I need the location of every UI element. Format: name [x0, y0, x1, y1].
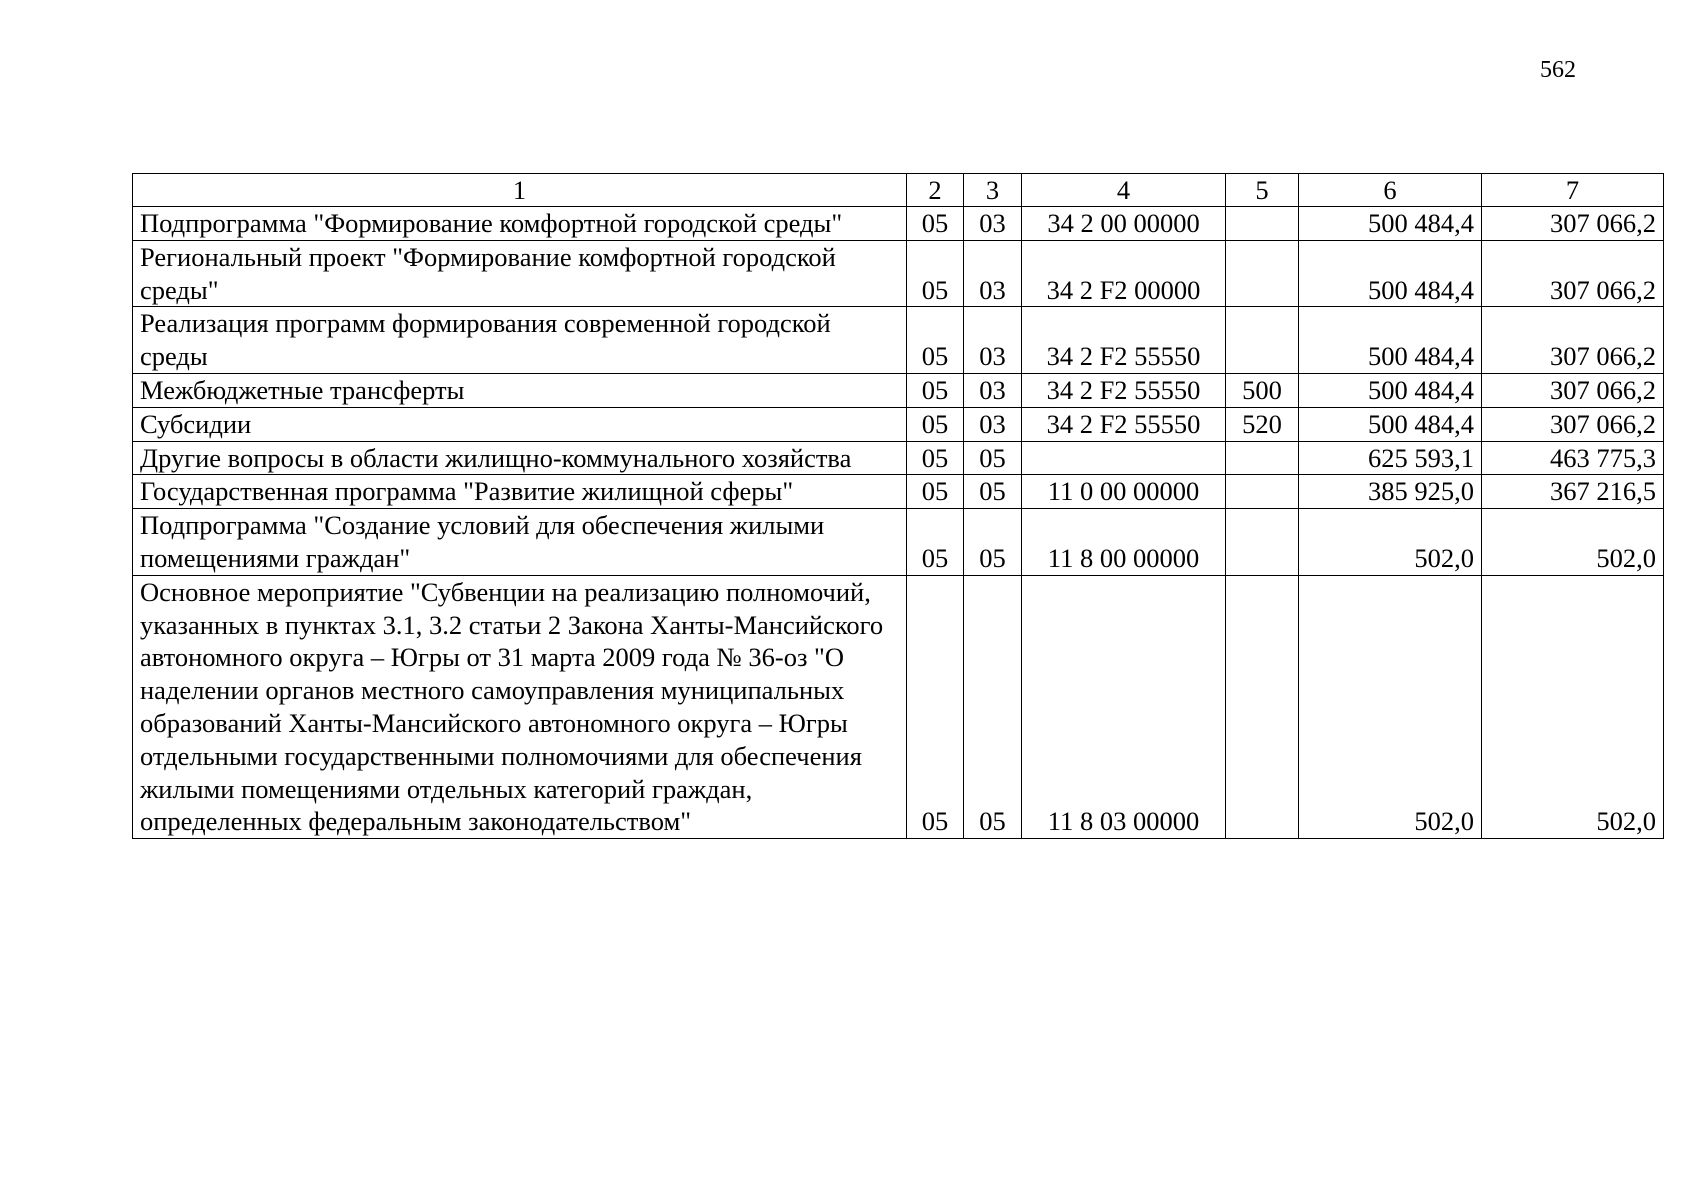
row-amount-2-cell: 307 066,2 [1482, 207, 1664, 241]
header-cell: 5 [1226, 174, 1299, 207]
table-row [133, 407, 1664, 441]
header-cell: 3 [964, 174, 1022, 207]
row-amount-1-cell: 502,0 [1299, 575, 1482, 838]
header-cell: 2 [907, 174, 964, 207]
row-target-article-cell: 34 2 F2 55550 [1022, 407, 1226, 441]
budget-table [132, 173, 1664, 839]
row-expense-type-cell [1226, 240, 1299, 307]
row-name-cell: Реализация программ формирования современной городской среды [133, 307, 907, 374]
row-name-cell: Государственная программа "Развитие жилищной сферы" [133, 475, 907, 509]
row-target-article-cell: 34 2 F2 00000 [1022, 240, 1226, 307]
table-row [133, 475, 1664, 509]
row-amount-2-cell: 502,0 [1482, 575, 1664, 838]
header-cell: 6 [1299, 174, 1482, 207]
row-name-cell: Подпрограмма "Создание условий для обеспечения жилыми помещениями граждан" [133, 509, 907, 576]
row-amount-1-cell: 500 484,4 [1299, 407, 1482, 441]
row-amount-1-cell: 625 593,1 [1299, 441, 1482, 475]
row-section-cell: 05 [907, 575, 964, 838]
row-amount-2-cell: 307 066,2 [1482, 373, 1664, 407]
row-amount-2-cell: 307 066,2 [1482, 240, 1664, 307]
row-target-article-cell: 34 2 F2 55550 [1022, 307, 1226, 374]
row-expense-type-cell [1226, 307, 1299, 374]
row-target-article-cell: 11 8 03 00000 [1022, 575, 1226, 838]
row-name-cell: Региональный проект "Формирование комфортной городской среды" [133, 240, 907, 307]
row-amount-2-cell: 502,0 [1482, 509, 1664, 576]
row-expense-type-cell [1226, 475, 1299, 509]
row-subsection-cell: 05 [964, 475, 1022, 509]
row-name-cell: Межбюджетные трансферты [133, 373, 907, 407]
row-amount-2-cell: 307 066,2 [1482, 407, 1664, 441]
row-section-cell: 05 [907, 373, 964, 407]
row-name-cell: Субсидии [133, 407, 907, 441]
row-subsection-cell: 03 [964, 307, 1022, 374]
row-subsection-cell: 03 [964, 373, 1022, 407]
row-expense-type-cell [1226, 575, 1299, 838]
header-cell: 4 [1022, 174, 1226, 207]
table-row [133, 207, 1664, 241]
row-expense-type-cell: 520 [1226, 407, 1299, 441]
row-subsection-cell: 03 [964, 240, 1022, 307]
row-subsection-cell: 05 [964, 509, 1022, 576]
row-target-article-cell: 34 2 F2 55550 [1022, 373, 1226, 407]
table-row [133, 307, 1664, 374]
row-amount-1-cell: 385 925,0 [1299, 475, 1482, 509]
row-target-article-cell: 11 8 00 00000 [1022, 509, 1226, 576]
row-expense-type-cell [1226, 207, 1299, 241]
row-amount-2-cell: 367 216,5 [1482, 475, 1664, 509]
row-name-cell: Подпрограмма "Формирование комфортной городской среды" [133, 207, 907, 241]
page-number: 562 [1540, 57, 1576, 83]
row-amount-1-cell: 500 484,4 [1299, 207, 1482, 241]
row-target-article-cell: 11 0 00 00000 [1022, 475, 1226, 509]
row-expense-type-cell [1226, 509, 1299, 576]
table-row [133, 240, 1664, 307]
table-row [133, 373, 1664, 407]
row-target-article-cell [1022, 441, 1226, 475]
header-cell: 1 [133, 174, 907, 207]
header-cell: 7 [1482, 174, 1664, 207]
table-row [133, 509, 1664, 576]
row-amount-1-cell: 500 484,4 [1299, 307, 1482, 374]
row-amount-1-cell: 502,0 [1299, 509, 1482, 576]
row-expense-type-cell [1226, 441, 1299, 475]
row-section-cell: 05 [907, 307, 964, 374]
row-subsection-cell: 03 [964, 207, 1022, 241]
row-target-article-cell: 34 2 00 00000 [1022, 207, 1226, 241]
row-section-cell: 05 [907, 407, 964, 441]
row-name-cell: Другие вопросы в области жилищно-коммунального хозяйства [133, 441, 907, 475]
row-subsection-cell: 05 [964, 575, 1022, 838]
row-section-cell: 05 [907, 441, 964, 475]
table-row [133, 575, 1664, 838]
row-amount-2-cell: 463 775,3 [1482, 441, 1664, 475]
table-header-row [133, 174, 1664, 207]
row-section-cell: 05 [907, 207, 964, 241]
row-section-cell: 05 [907, 240, 964, 307]
row-amount-2-cell: 307 066,2 [1482, 307, 1664, 374]
row-section-cell: 05 [907, 475, 964, 509]
row-section-cell: 05 [907, 509, 964, 576]
row-expense-type-cell: 500 [1226, 373, 1299, 407]
row-subsection-cell: 03 [964, 407, 1022, 441]
row-name-cell: Основное мероприятие "Субвенции на реализацию полномочий, указанных в пунктах 3.1, 3.2 статьи 2 Закона Ханты-Мансийского автономного округа – Югры от 31 марта 2009 года № 36-оз "О наделении органов местного самоуправления муниципальных образований Ханты-Мансийского автономного округа – Югры отдельными государственными полномочиями для обеспечения жилыми помещениями отдельных категорий граждан, определенных федеральным законодательством" [133, 575, 907, 838]
row-amount-1-cell: 500 484,4 [1299, 240, 1482, 307]
row-subsection-cell: 05 [964, 441, 1022, 475]
table-row [133, 441, 1664, 475]
row-amount-1-cell: 500 484,4 [1299, 373, 1482, 407]
